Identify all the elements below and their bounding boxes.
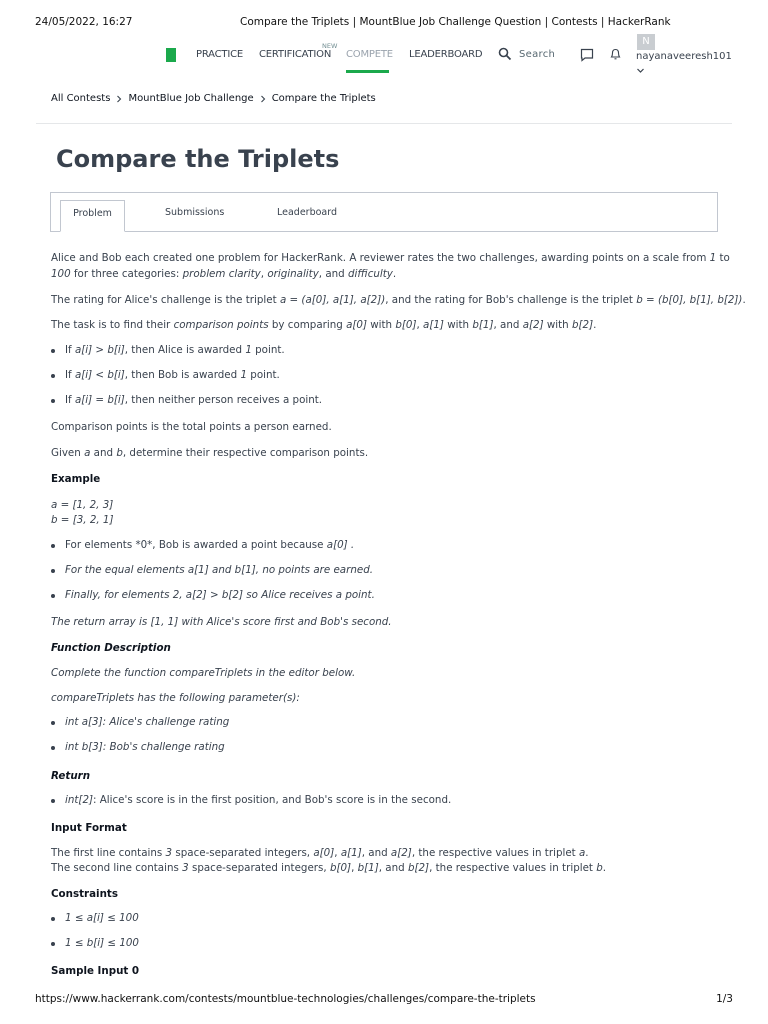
tab-submissions[interactable]: Submissions — [165, 207, 225, 218]
bullet — [51, 594, 55, 598]
print-page-number: 1/3 — [716, 993, 733, 1005]
return-heading: Return — [51, 770, 91, 782]
chevron-right-icon — [260, 95, 266, 103]
active-nav-indicator — [346, 70, 389, 73]
example-b: b = [3, 2, 1] — [51, 514, 114, 526]
example-point-1: For elements *0*, Bob is awarded a point because a[0] . — [65, 539, 355, 551]
bell-icon[interactable] — [609, 47, 622, 61]
print-header — [35, 16, 733, 30]
new-badge: NEW — [322, 42, 338, 50]
challenge-tabs — [50, 192, 718, 232]
bullet — [51, 746, 55, 750]
chevron-down-icon[interactable] — [636, 66, 645, 75]
nav-certification[interactable]: CERTIFICATION — [259, 49, 332, 60]
bullet — [51, 917, 55, 921]
search-icon[interactable] — [498, 47, 512, 61]
chat-icon[interactable] — [580, 48, 594, 62]
chevron-right-icon — [116, 95, 122, 103]
intro-line-2: 100 for three categories: problem clarity, originality, and difficulty. — [51, 268, 397, 280]
sample-input-heading: Sample Input 0 — [51, 965, 140, 977]
bullet — [51, 721, 55, 725]
function-description-2: compareTriplets has the following parameter(s): — [51, 692, 300, 704]
bullet — [51, 349, 55, 353]
return-description: int[2]: Alice's score is in the first position, and Bob's score is in the second. — [65, 794, 452, 806]
example-a: a = [1, 2, 3] — [51, 499, 114, 511]
bullet — [51, 799, 55, 803]
total-paragraph: Comparison points is the total points a person earned. — [51, 421, 332, 433]
function-description-heading: Function Description — [51, 642, 171, 654]
nav-compete[interactable]: COMPETE — [346, 49, 393, 60]
input-line-1: The first line contains 3 space-separated integers, a[0], a[1], and a[2], the respective values in triplet a. — [51, 847, 589, 859]
bullet — [51, 374, 55, 378]
intro-line-1: Alice and Bob each created one problem for HackerRank. A reviewer rates the two challenges, awarding points on a scale from 1 to — [51, 252, 730, 264]
rating-paragraph: The rating for Alice's challenge is the triplet a = (a[0], a[1], a[2]), and the rating for Bob's challenge is the triplet b = (b[0], b[1], b[2]). — [51, 294, 746, 306]
print-datetime: 24/05/2022, 16:27 — [35, 16, 133, 28]
breadcrumb-challenge[interactable]: Compare the Triplets — [271, 93, 376, 104]
input-line-2: The second line contains 3 space-separated integers, b[0], b[1], and b[2], the respective values in triplet b. — [51, 862, 607, 874]
breadcrumb — [51, 93, 376, 104]
print-url: https://www.hackerrank.com/contests/mountblue-technologies/challenges/compare-the-triplets — [35, 993, 536, 1005]
rule-bob: If a[i] < b[i], then Bob is awarded 1 point. — [65, 369, 280, 381]
constraint-a: 1 ≤ a[i] ≤ 100 — [65, 912, 139, 924]
constraints-heading: Constraints — [51, 888, 118, 900]
avatar[interactable]: N — [637, 34, 655, 50]
rule-alice: If a[i] > b[i], then Alice is awarded 1 point. — [65, 344, 285, 356]
tab-leaderboard[interactable]: Leaderboard — [277, 207, 338, 218]
bullet — [51, 544, 55, 548]
search-input[interactable]: Search — [519, 49, 556, 60]
breadcrumb-all-contests[interactable]: All Contests — [51, 93, 111, 104]
example-point-2: For the equal elements a[1] and b[1], no points are earned. — [65, 564, 374, 576]
task-paragraph: The task is to find their comparison points by comparing a[0] with b[0], a[1] with b[1], and a[2] with b[2]. — [51, 319, 597, 331]
bullet — [51, 399, 55, 403]
nav-practice[interactable]: PRACTICE — [196, 49, 243, 60]
rule-tie: If a[i] = b[i], then neither person receives a point. — [65, 394, 323, 406]
input-format-heading: Input Format — [51, 822, 127, 834]
param-a: int a[3]: Alice's challenge rating — [65, 716, 230, 728]
given-paragraph: Given a and b, determine their respective comparison points. — [51, 447, 369, 459]
param-b: int b[3]: Bob's challenge rating — [65, 741, 225, 753]
function-description-1: Complete the function compareTriplets in the editor below. — [51, 667, 356, 679]
username[interactable]: nayanaveeresh101 — [636, 51, 732, 62]
hackerrank-logo-icon[interactable] — [166, 48, 176, 62]
top-navigation — [0, 36, 768, 82]
bullet — [51, 569, 55, 573]
bullet — [51, 942, 55, 946]
nav-leaderboard[interactable]: LEADERBOARD — [409, 49, 483, 60]
page-title: Compare the Triplets — [56, 145, 340, 173]
tab-problem[interactable]: Problem — [60, 200, 125, 232]
print-page-title: Compare the Triplets | MountBlue Job Challenge Question | Contests | HackerRank — [240, 16, 671, 28]
return-array-note: The return array is [1, 1] with Alice's score first and Bob's second. — [51, 616, 392, 628]
print-footer — [35, 993, 733, 1007]
example-heading: Example — [51, 473, 101, 485]
divider — [36, 123, 732, 124]
constraint-b: 1 ≤ b[i] ≤ 100 — [65, 937, 139, 949]
breadcrumb-contest[interactable]: MountBlue Job Challenge — [128, 93, 254, 104]
example-point-3: Finally, for elements 2, a[2] > b[2] so Alice receives a point. — [65, 589, 375, 601]
